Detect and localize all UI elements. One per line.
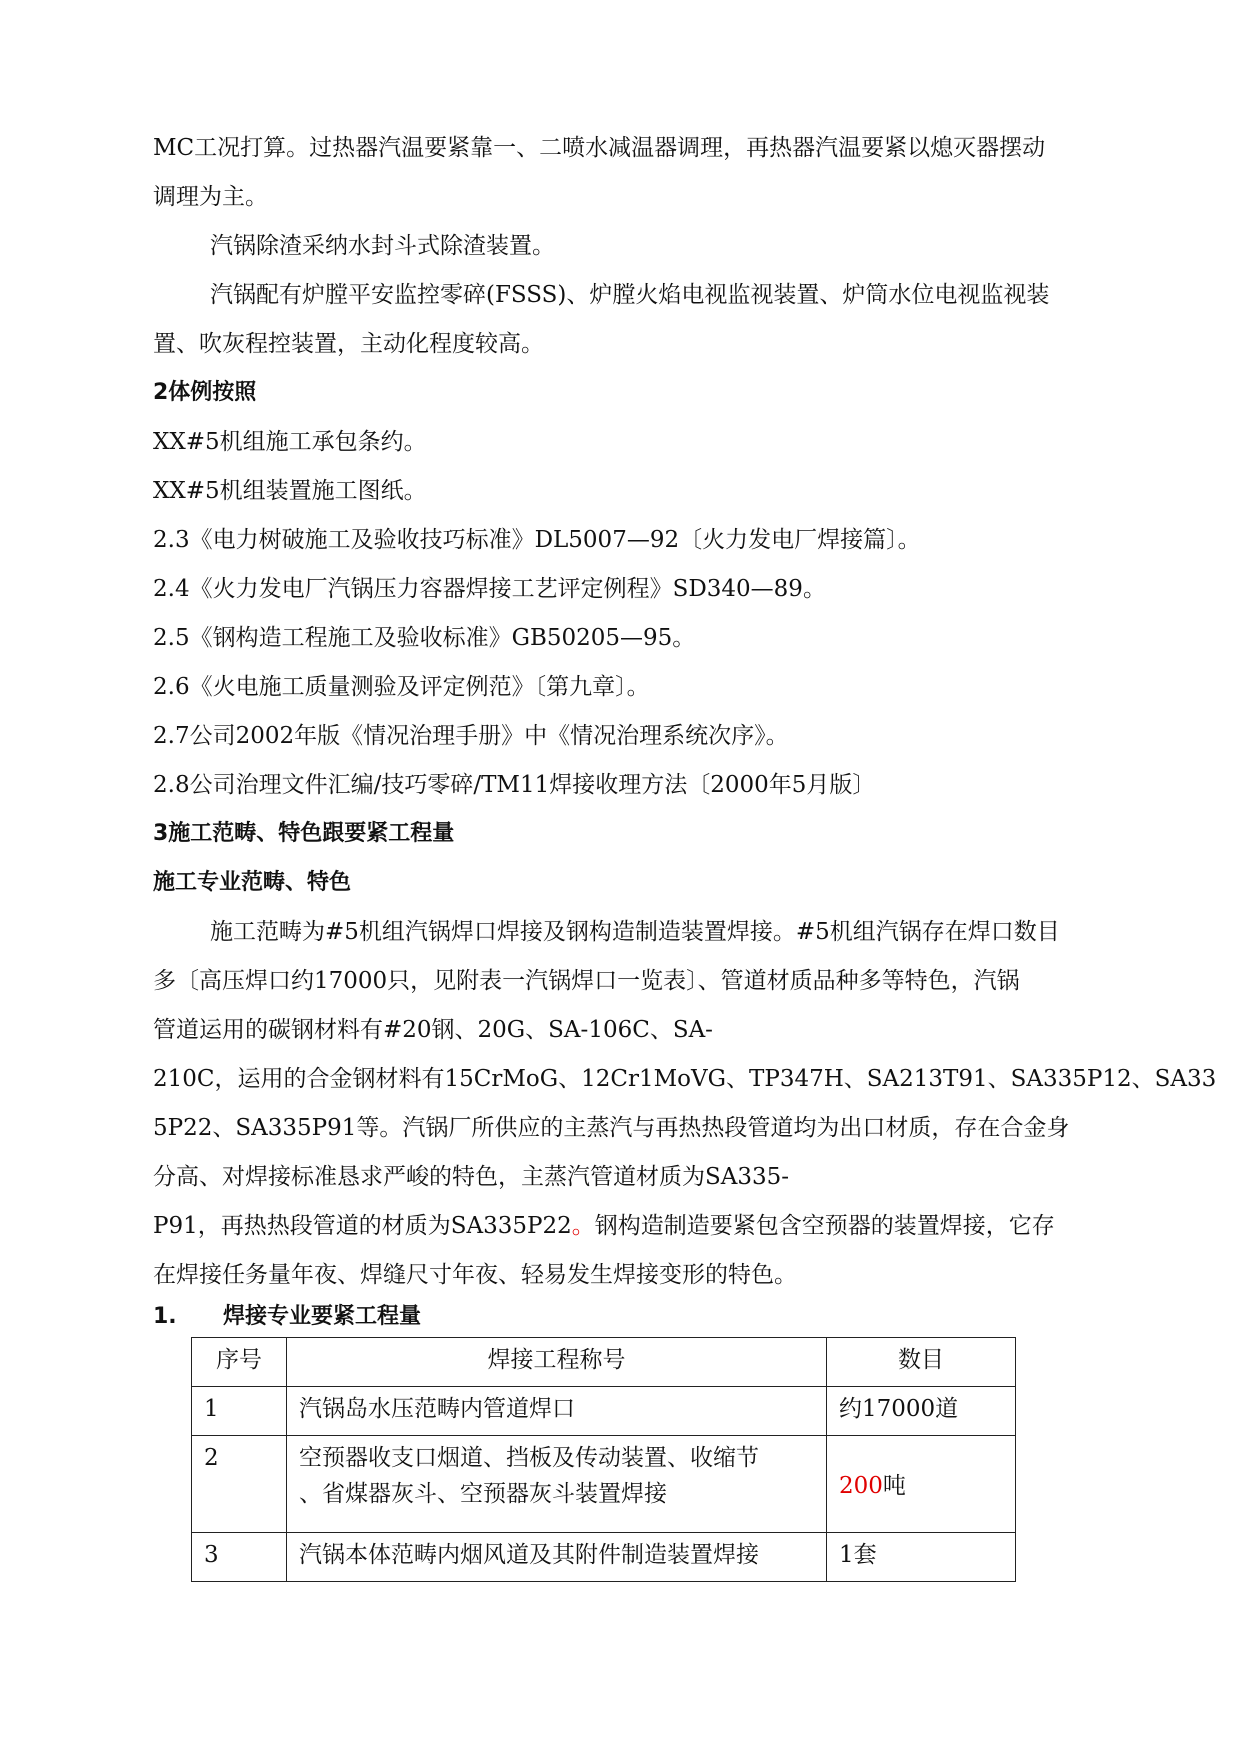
paragraph-line — [153, 1211, 1055, 1241]
subsection-heading: 施工专业范畴、特色 — [153, 870, 352, 895]
section-heading: 3施工范畴、特色跟要紧工程量 — [153, 821, 455, 846]
row-name-cell: 汽锅岛水压范畴内管道焊口 — [287, 1387, 827, 1436]
reference-item: 2.8公司治理文件汇编/技巧零碎/TM11焊接收理方法〔2000年5月版〕 — [153, 772, 876, 798]
paragraph-line: 分高、对焊接标准恳求严峻的特色，主蒸汽管道材质为SA335- — [153, 1164, 790, 1190]
paragraph-line: MC工况打算。过热器汽温要紧靠一、二喷水减温器调理，再热器汽温要紧以熄灭器摆动 — [153, 135, 1046, 161]
paragraph-line: 汽锅配有炉膛平安监控零碎(FSSS)、炉膛火焰电视监视装置、炉筒水位电视监视装 — [210, 282, 1050, 308]
table-row — [192, 1387, 1016, 1436]
reference-item: 2.6《火电施工质量测验及评定例范》〔第九章〕。 — [153, 674, 650, 700]
highlighted-text: 。 — [571, 1213, 595, 1239]
text-run: P91，再热热段管道的材质为SA335P22 — [153, 1213, 572, 1239]
row-number-cell: 3 — [192, 1533, 287, 1582]
paragraph-line: 210C，运用的合金钢材料有15CrMoG、12Cr1MoVG、TP347H、SA213T91、SA335P12、SA33 — [153, 1066, 1217, 1092]
paragraph-line: 汽锅除渣采纳水封斗式除渣装置。 — [210, 233, 555, 259]
paragraph-line: 在焊接任务量年夜、焊缝尺寸年夜、轻易发生焊接变形的特色。 — [153, 1262, 797, 1288]
header-cell: 序号 — [192, 1338, 287, 1387]
row-qty-cell: 1套 — [827, 1533, 1016, 1582]
paragraph-line: 置、吹灰程控装置，主动化程度较高。 — [153, 331, 544, 357]
paragraph-line: 5P22、SA335P91等。汽锅厂所供应的主蒸汽与再热热段管道均为出口材质，存在合金身 — [153, 1115, 1070, 1141]
paragraph-line: 调理为主。 — [153, 184, 268, 210]
qty-value: 200 — [839, 1473, 883, 1499]
workload-table — [191, 1337, 1016, 1582]
reference-item: XX#5机组装置施工图纸。 — [153, 478, 427, 504]
reference-item: 2.3《电力树破施工及验收技巧标准》DL5007—92〔火力发电厂焊接篇〕。 — [153, 527, 921, 553]
table-row — [192, 1436, 1016, 1533]
row-number-cell: 1 — [192, 1387, 287, 1436]
section-heading: 2体例按照 — [153, 380, 257, 405]
row-name-cell — [287, 1436, 827, 1533]
paragraph-line: 管道运用的碳钢材料有#20钢、20G、SA-106C、SA- — [153, 1017, 713, 1043]
table-row — [192, 1533, 1016, 1582]
header-cell: 数目 — [827, 1338, 1016, 1387]
row-qty-cell — [827, 1436, 1016, 1533]
row-number-cell: 2 — [192, 1436, 287, 1533]
paragraph-line: 施工范畴为#5机组汽锅焊口焊接及钢构造制造装置焊接。#5机组汽锅存在焊口数目 — [210, 919, 1060, 945]
header-cell: 焊接工程称号 — [287, 1338, 827, 1387]
paragraph-line: 多〔高压焊口约17000只，见附表一汽锅焊口一览表〕、管道材质品种多等特色，汽锅 — [153, 968, 1020, 994]
reference-item: 2.7公司2002年版《情况治理手册》中《情况治理系统次序》。 — [153, 723, 789, 749]
row-name-line: 、省煤器灰斗、空预器灰斗装置焊接 — [299, 1481, 667, 1507]
list-heading-text: 焊接专业要紧工程量 — [223, 1304, 422, 1329]
table-header-row — [192, 1338, 1016, 1387]
row-qty-cell: 约17000道 — [827, 1387, 1016, 1436]
text-run: 钢构造制造要紧包含空预器的装置焊接，它存 — [594, 1213, 1055, 1239]
qty-unit: 吨 — [882, 1473, 906, 1499]
list-heading — [153, 1302, 421, 1332]
row-name-line: 空预器收支口烟道、挡板及传动装置、收缩节 — [299, 1445, 759, 1471]
list-number: 1. — [153, 1304, 177, 1329]
reference-item: 2.4《火力发电厂汽锅压力容器焊接工艺评定例程》SD340—89。 — [153, 576, 826, 602]
reference-item: XX#5机组施工承包条约。 — [153, 429, 427, 455]
reference-item: 2.5《钢构造工程施工及验收标准》GB50205—95。 — [153, 625, 696, 651]
row-name-cell: 汽锅本体范畴内烟风道及其附件制造装置焊接 — [287, 1533, 827, 1582]
